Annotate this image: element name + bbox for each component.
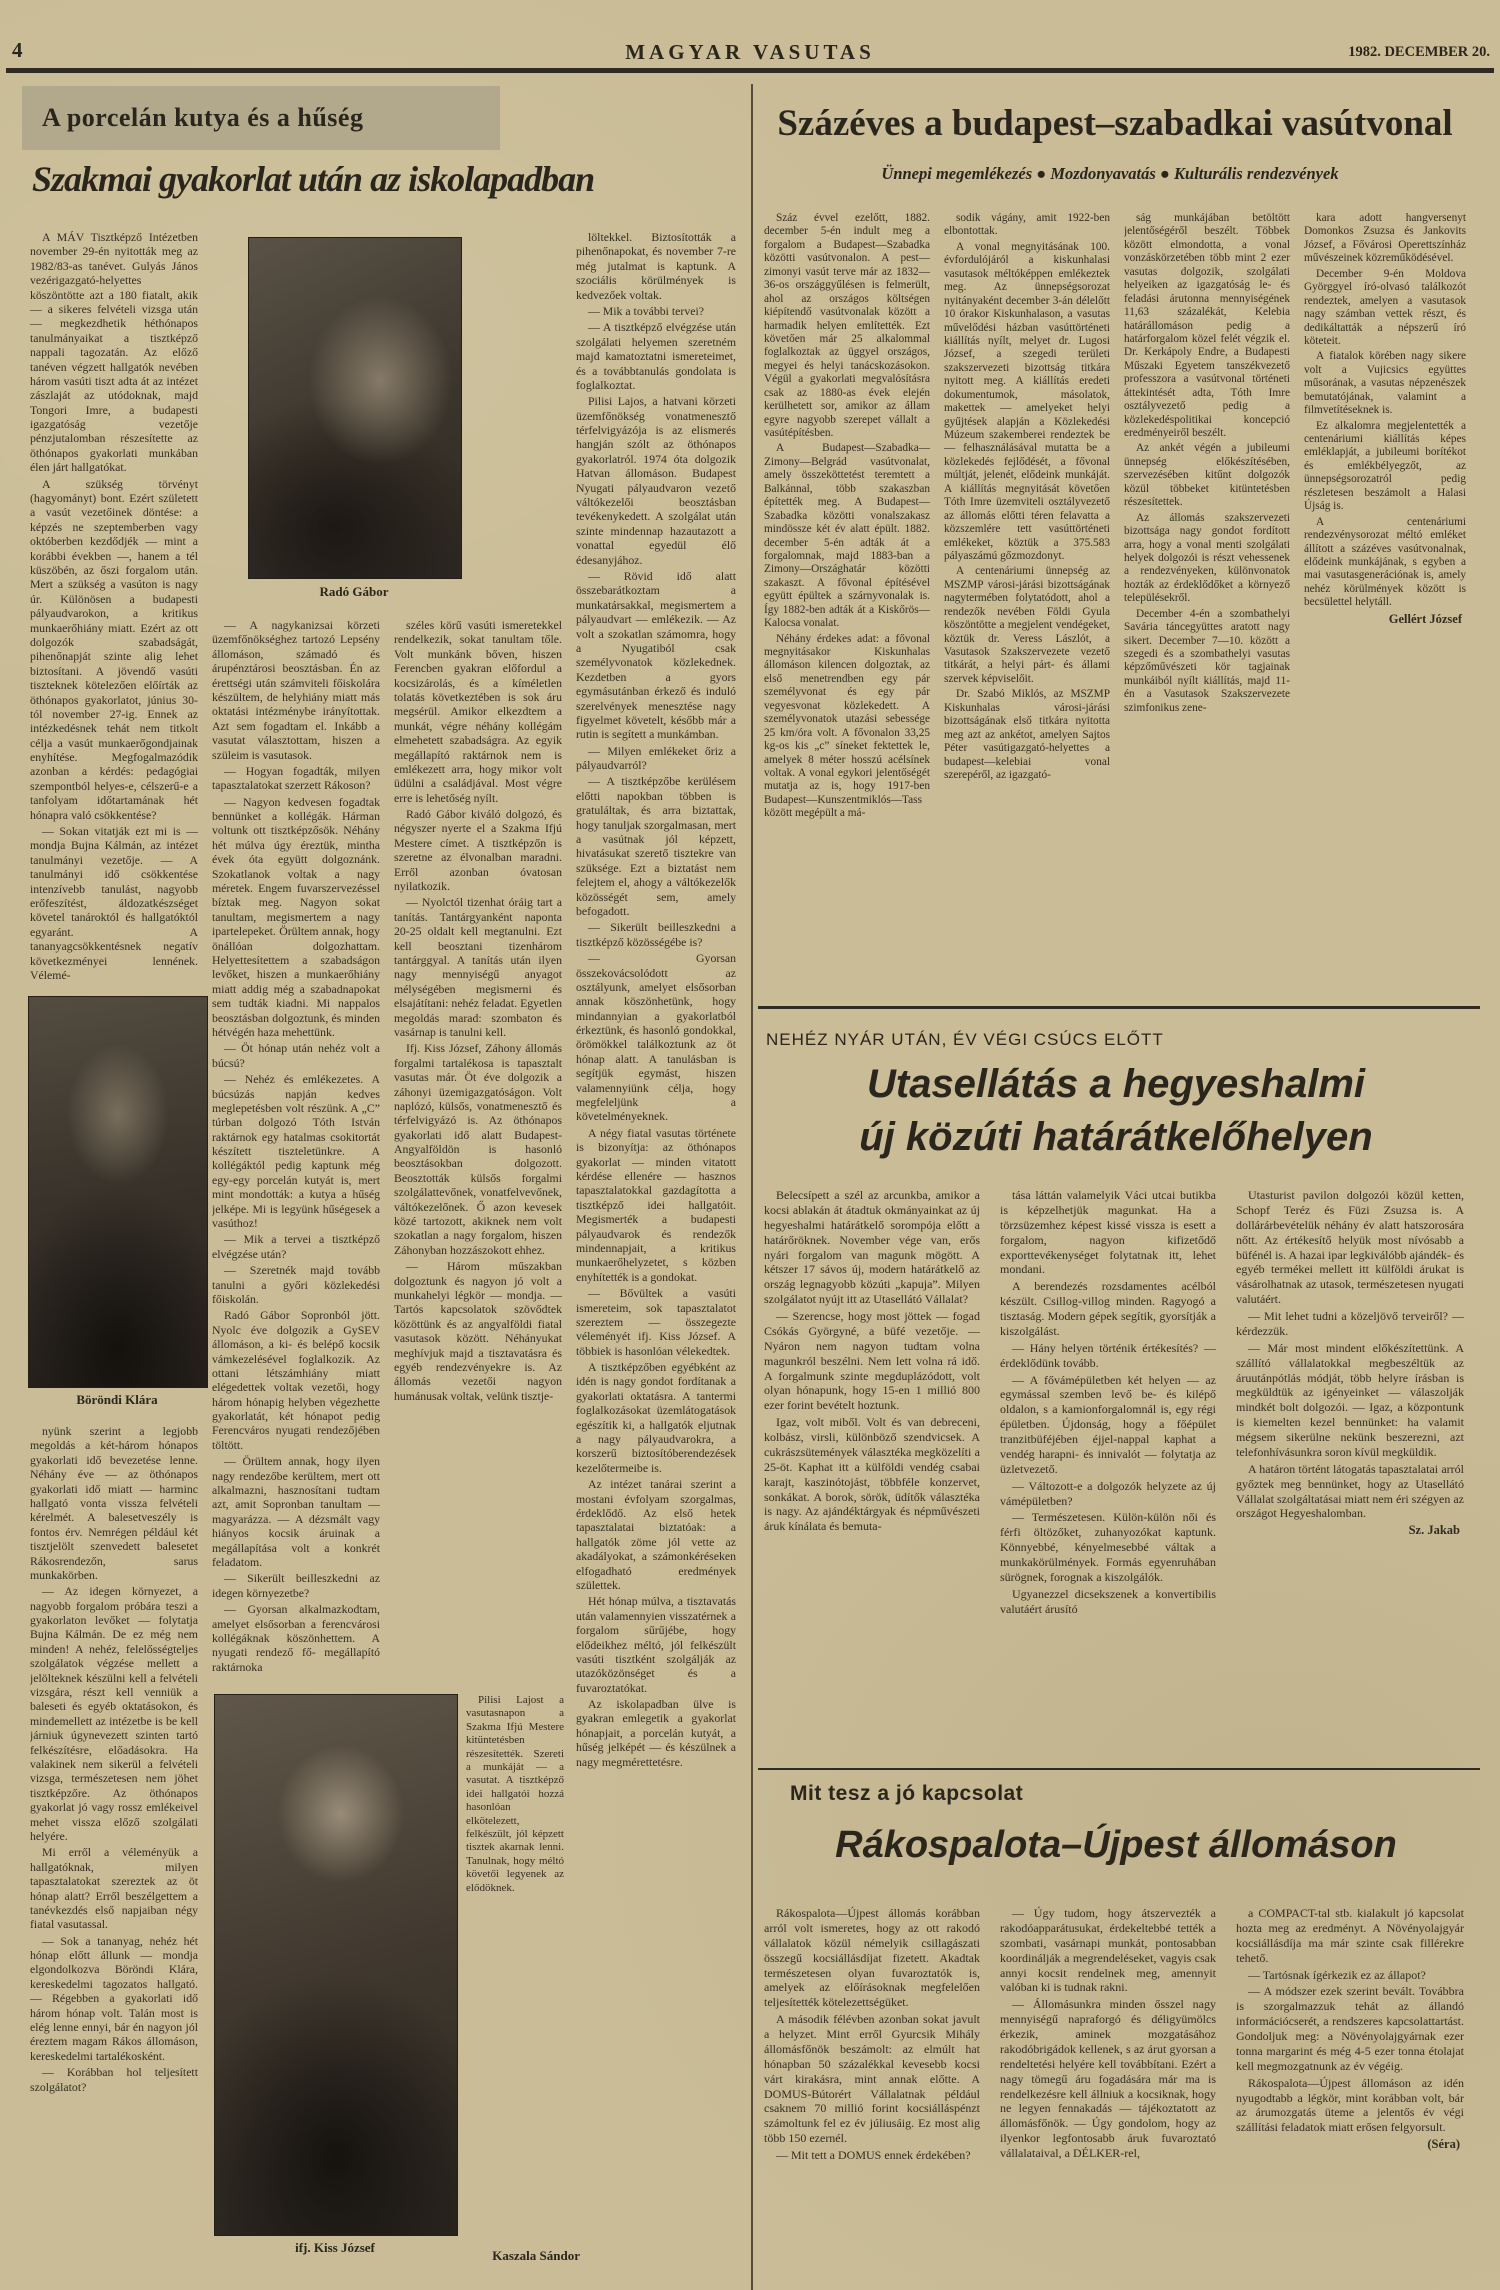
utasellatas-col1: Belecsípett a szél az arcunkba, amikor a kocsi ablakán át átadtuk okmányainkat az új hegyeshalmi határátkelő sorompója előtt a határőröknek. November vége van, erős nyári forgalom van magunk mögött. A kétszer 17 sávos új, modern határátkelő az ország legnagyobb közúti „kapuja”. Milyen szolgálatot nyújt itt az Utasellátó Vállalat? — Szerencse, hogy most jöttek — fogad Csókás Györgyné, a büfé vezetője. — Nyáron nem nagyon tudtam volna magunkról beszélni. Nem lett volna rá idő. A forgalmunk szinte megduplázódott, volt olyan hónapunk, hogy 15-en 1 millió 800 ezer forint bevételt hoztunk. Igaz, volt miből. Volt és van debreceni, kolbász, virsli, különböző szendvicsek. A cukrászsütemények választéka megközelíti a 25-öt. Kaphat itt a külföldi vendég csabai karajt, kaszinótojást, többféle konzervet, sonkákat. A borok, sörök, üdítők választéka is nagy. Az ajándéktárgyak és népművészeti áruk kínálata és bemuta- [764,1188,980,1534]
utasellatas-col3 [1236,1188,1464,1760]
centenary-col3: ság munkájában betöltött jelentőségéről beszélt. Többek között elmondotta, a vonal vonzáskörzetében több mint 2 ezer vasutas dolgozik, szolgálati helyeiken az igazgatóság le- és feladási árutonna mennyiségének 11,63 százalékát, Kelebia határállomáson pedig a határforgalom közel felét végzik el. Dr. Kerkápoly Endre, a Budapesti Műszaki Egyetem tanszékvezető professzora a vasútvonal történeti áttekintését adta, Tóth Imre osztályvezető pedig a közlekedéspolitikai koncepció eredményeiről beszélt. Az ankét végén a jubileumi ünnepség előkészítésében, szervezésében kitűnt dolgozók közül többeket kitüntetésben részesítettek. Az állomás szakszervezeti bizottsága nagy gondot fordított arra, hogy a vonal menti szolgálati helyek dolgozói is részt vehessenek a rendezvényeken, különvonatok hozták az érdeklődőket a környező településekről. December 4-én a szombathelyi Savária táncegyüttes aratott nagy sikert. December 7—10. között a szegedi és a szombathelyi vasutas képzőművészeti kör tagjainak munkáiból nyílt kiállítás, majd 11-én a Vasutasok Szakszervezete szimfonikus zene- [1124,212,1290,714]
centenary-col1: Száz évvel ezelőtt, 1882. december 5-én indult meg a forgalom a Budapest—Szabadka közötti vasútvonalon. A pest—zimonyi vasút terve már az 1832—36-os országgyűlésen is felmerült, ahol az országos költségen kiépítendő vasútvonalak között a harmadik helyen említették. Ezt követően már 25 alkalommal foglalkoztak az üggyel országos, megyei és helyi tanácskozásokon. Végül a gyakorlati megvalósításra csak az 1880-as évek elején kerülhetett sor, amikor az állam egyre nagyobb szerepet vállalt a vasútépítésben. A Budapest—Szabadka—Zimony—Belgrád vasútvonalat, amely összeköttetést teremtett a Balkánnal, több szakaszban építették meg. A Budapest—Szabadka közötti vonalszakasz mindössze két év alatt épült. 1882. december 5-én adták át a forgalomnak, majd 1883-ban a Zimony—Országhatár közötti szakaszt. A fővonal építésével együtt épültek a szárnyvonalak is. Így 1882-ben adták át a Kiskőrös—Kalocsa vonalat. Néhány érdekes adat: a fővonal megnyitásakor Kiskunhalas állomáson kilencen dolgoztak, az első menetrendben egy pár személyvonat és egy pár vegyesvonat közlekedett. A személyvonatok utazási sebessége 25 km/óra volt. A fővonalon 33,25 kg-os kis „c” síneket fektettek le, amelyek 8 méter hosszú acélsínek voltak. A vonal egykori jelentőségét mutatja az is, hogy 1917-ben Budapest—Kunszentmiklós—Tass között megépült a má- [764,212,930,820]
rakospalota-col3 [1236,1906,1464,2286]
centenary-col2: sodik vágány, amit 1922-ben elbontottak. A vonal megnyitásának 100. évfordulójáról a kiskunhalasi vasutasok méltóképpen emlékeztek meg. Az ünnepségsorozat nyitányaként december 3-án délelőtt 10 órakor Kiskunhalason, a vasutas művelődési házban vasúttörténeti kiállítás nyílt, melyet dr. Lugosi József, a szegedi területi szakszervezeti bizottság titkára nyitott meg. A kiállítás eredeti dokumentumok, másolatok, makettek — amelyeket helyi gyűjtések alapján a Közlekedési Múzeum szakemberei rendeztek be — felhasználásával mutatta be a közlekedés fejlődését, a fővonal múltját, jelenét, elődeink munkáját. A kiállítás megnyitását követően Tóth Imre üzemviteli osztályvezető az állomás előtti téren felavatta a közszemlére tett vasúttörténeti emlékeket, köztük a 375.583 pályaszámú gőzmozdonyt. A centenáriumi ünnepség az MSZMP városi-járási bizottságának nagytermében folytatódott, ahol a rendezők nevében Földi Gyula köszöntötte a megjelent vendégeket, köztük dr. Veress Lászlót, a Vasutasok Szakszervezete vezető titkárát, a helyi párt- és állami szervek képviselőit. Dr. Szabó Miklós, az MSZMP Kiskunhalas városi-járási bizottságának első titkára nyitotta meg azt az ankétot, amelyen Sajtos Péter vasútigazgató-helyettes a budapest—kelebiai vonal szerepéről, az igazgató- [944,212,1110,781]
utasellatas-headline-line1: Utasellátás a hegyeshalmi [866,1062,1366,1106]
issue-date: 1982. DECEMBER 20. [1348,44,1490,60]
school-col1-top: A MÁV Tisztképző Intézetben november 29-én nyitották meg az 1982/83-as tanévet. Gulyás János vezérigazgató-helyettes köszöntötte azt a 180 fiatalt, akik — a sikeres felvételi vizsga után — megkezdhetik héthónapos tanulmányaikat a tisztképző nappali tagozatán. Az előző tanéven végzett hallgatók nevében három vasúti tiszt adta át az intézet zászlaját az utódoknak, majd Tongori Imre, a budapesti igazgatóság vezetője pénzjutalomban részesítette az öthónapos gyakorlati munkában élen járt hallgatókat. A szükség törvényt (hagyományt) bont. Ezért született a vasút vezetőinek döntése: a képzés ne szeptemberben vagy októberben kezdődjék — mint a korábbi években —, hanem a tél küszöbén, az őszi forgalom után. Mert a szükség a vasúton is nagy úr. Különösen a budapesti pályaudvarokon, a kritikus munkaerőhiány miatt. Ezért az ott dolgozók szabadságát, pihenőnapját szinte alig lehet biztosítani. A jövendő vasúti tiszteknek kötelezően előírták az öthónapos gyakorlatot, június 30-tól november 27-ig. Ennek az intézkedésnek tehát nem titkolt célja a vasút munkaerőgondjainak enyhítése. Megfogalmazódik azonban a kérdés: pedagógiai szempontból helyes-e, célszerű-e a tanfolyam időtartamának hét hónapra való csökkentése? — Sokan vitatják ezt mi is — mondja Bujna Kálmán, az intézet tanulmányi vezetője. — A tanulmányi idő csökkentése intenzívebb tanulást, nagyobb erőfeszítést, áldozatkészséget követel tanároktól és hallgatóktól egyaránt. A tananyagcsökkentésnek negatív következményei lennének. Vélemé- [30,230,198,982]
photo-kiss-caption: ifj. Kiss József [295,2240,375,2255]
utasellatas-col2: tása láttán valamelyik Váci utcai butikba is képzelhetjük magunkat. Ha a törzsüzemhez képest kissé vissza is esett a forgalom, nagyon kifizetődő exporttevékenységet folytatnak itt, lehet mondani. A berendezés rozsdamentes acélból készült. Csillog-villog minden. Ragyogó a tisztaság. Modern gépek segítik, gyorsítják a kiszolgálást. — Hány helyen történik értékesítés? — érdeklődünk tovább. — A fővámépületben két helyen — az egymással szemben levő be- és kilépő oldalon, s a kamionforgalomnál is, egy régi épületben. Újdonság, hogy a főépület tranzitbüféjében éjjel-nappal kaphat a vendég harapni- és innivalót — folytatja az üzletvezető. — Változott-e a dolgozók helyzete az új vámépületben? — Természetesen. Külön-külön női és férfi öltözőket, zuhanyozókat kaptunk. Könnyebbé, kényelmesebbé váltak a munkakörülmények. Formás egyenruhában sürögnek, forognak a kiszolgálók. Ugyanezzel dicsekszenek a konvertibilis valutáért árusító [1000,1188,1216,1616]
rakospalota-col3-text: a COMPACT-tal stb. kialakult jó kapcsolat hozta meg az eredményt. A Növényolajgyár kocsiállásdíja ma már szinte csak fillérekre tehető. — Tartósnak ígérkezik ez az állapot? — A módszer ezek szerint bevált. Továbbra is szorgalmazzuk tehát az állandó információcserét, a rendszeres kapcsolattartást. Gondoljuk meg: a Növényolajgyárnak ezer tonna margarint és még 4-5 ezer tonna étolajat kell megmozgatnunk az év végéig. Rákospalota—Újpest állomáson az idén nyugodtabb a légkör, mint korábban volt, bár az árumozgatás üteme a jelentős év végi szállítási feladatok miatt erősen felgyorsult. [1236,1906,1464,2135]
centenary-col4 [1304,212,1466,988]
utasellatas-headline [764,1058,1468,1164]
rakospalota-col1: Rákospalota—Újpest állomás korábban arról volt ismeretes, hogy az ott rakodó vállalatok közül némelyik csillagászati összegű kocsiállásdíjat fizetett. Akadtak természetesen olyan fuvaroztatók is, amelyek az előírásoknak megfelelően teljesítették kötelezettségüket. A második félévben azonban sokat javult a helyzet. Mint erről Gyurcsik Mihály állomásfőnök beszámolt: az elmúlt hat hónapban 50 százalékkal kevesebb kocsi várt kirakásra, mint annak előtte. A DOMUS-Bútorért Vállalatnak például csaknem 70 millió forint kocsiálláspénzt számoltunk fel ez év júliusáig. Ez most alig több 150 ezernél. — Mit tett a DOMUS ennek érdekében? [764,1906,980,2162]
rakospalota-headline: Rákospalota–Újpest állomáson [835,1824,1397,1866]
photo-rado-gabor [248,237,462,579]
utasellatas-col3-text: Utasturist pavilon dolgozói közül ketten, Schopf Teréz és Füzi Zsuzsa is. A dollárárbevételük néhány év alatt hatszorosára nőtt. Az értékesítő helyük most nívósabb a büfénél is. A hazai ipar legkiválóbb ajándék- és egyéb termékei mellett itt külföldi árukat is vásárolhatnak az utasok, természetesen nyugati valutáért. — Mit lehet tudni a közeljövő terveiről? — kérdezzük. — Már most mindent előkészítettünk. A szállító vállalatokkal megbeszéltük az áruutánpótlás módját, több helyre írásban is megküldtük az igényeinket — válaszolják mindkét bolt dolgozói. — Igaz, a központunk is kiemelten kezel bennünket: ha valamit mégsem sikerülne nekünk beszerezni, azt telefonhívásunkra soron kívül megküldik. A határon történt látogatás tapasztalatai arról győztek meg bennünket, hogy az Utasellátó Vállalat szolgáltatásai miatt nem éri szégyen az országot Hegyeshalomban. [1236,1188,1464,1521]
school-headline: Szakmai gyakorlat után az iskolapadban [32,159,595,199]
photo-kiss-jozsef [214,1694,458,2236]
section-rule-1 [758,1006,1480,1009]
rakospalota-byline: (Séra) [1427,2137,1460,2152]
school-kicker: A porcelán kutya és a hűség [42,103,364,132]
centenary-headline: Százéves a budapest–szabadkai vasútvonal [777,103,1453,144]
school-col4: löltekkel. Biztosították a pihenőnapokat, és november 7-re még jutalmat is kaptunk. A szociális körülmények is kedvezőek voltak. — Mik a további tervei? — A tisztképző elvégzése után szolgálati helyemen szeretném majd kamatoztatni ismereteimet, és a továbbtanulás gondolata is foglalkoztat. Pilisi Lajos, a hatvani körzeti üzemfőnökség vonatmenesztő térfelvigyázója is az elismerés hangján szólt az öthónapos gyakorlatról. 1974 óta dolgozik Hatvan állomáson. Budapest Nyugati pályaudvaron vezető váltókezelői beosztásban tevékenykedett. A szolgálat után szinte mindennap hazautazott a vonattal egyedül élő édesanyjához. — Rövid idő alatt összebarátkoztam a munkatársakkal, megismertem a pályaudvart — emlékezik. — Az volt a szokatlan számomra, hogy a Nyugatiból csak személyvonatok közlekednek. Kezdetben a gyors egymásutánban érkező és induló szerelvények menesztése nagy figyelmet követelt, később már a rutin is segített a munkámban. — Milyen emlékeket őriz a pályaudvarról? — A tisztképzőbe kerülésem előtti napokban többen is gratuláltak, és arra biztattak, hogy tanuljak szorgalmasan, mert a vasútnak jól képzett, hivatásukat szerető tisztekre van szüksége. Ezt a biztatást nem felejtem el, ahogy a váltókezelők közösségét sem, amely befogadott. — Sikerült beilleszkedni a tisztképző közösségébe is? — Gyorsan összekovácsolódott az osztályunk, amelyet elsősorban annak köszönhetünk, hogy mindannyian a gyakorlatból érkeztünk, és hasonló gondokkal, örömökkel találkoztunk az öt hónap alatt. A tanulásban is segítjük egymást, hiszen valamennyiünk célja, hogy megfeleljünk a követelményeknek. A négy fiatal vasutas története is bizonyítja: az öthónapos gyakorlat — minden vitatott kérdése ellenére — hasznos tapasztalatokkal gazdagította a tisztképző idei hallgatóit. Megismerték a budapesti pályaudvarok és rendezők mindennapjait, a kritikus munkaerőhelyzetet, s közben enyhítették is a gondokat. — Bővültek a vasúti ismereteim, sok tapasztalatot szereztem — összegezte véleményét ifj. Kiss József. A többiek is hasonlóan vélekedtek. A tisztképzőben egyébként az idén is nagy gondot fordítanak a gyakorlati oktatásra. A tantermi foglalkozásokat üzemlátogatások egészítik ki, a hallgatók eljutnak a nagy pályaudvarokra, a korszerű biztosítóberendezések kezelőtermeibe is. Az intézet tanárai szerint a mostani évfolyam szorgalmas, érdeklődő. Az első hetek tapasztalatai biztatóak: a hallgatók zöme jól vette az akadályokat, a számonkéréseken elfogadható eredmények születtek. Hét hónap múlva, a tisztavatás után valamennyien visszatérnek a forgalom sűrűjébe, hogy elődeikhez méltó, jól felkészült vasúti tisztként szolgálják az utazóközönséget és a fuvaroztatókat. Az iskolapadban ülve is gyakran emlegetik a gyakorlat hónapjait, a porcelán kutyát, a hűség jelképét — és készülnek a nagy megmérettetésre. [576,230,736,1769]
school-col3-side: Pilisi Lajost a vasutasnapon a Szakma Ifjú Mestere kitüntetésben részesítették. Szereti a munkáját — a vasutat. A tisztképző idei hallgatói hozzá hasonlóan elkötelezett, felkészült, jól képzett tisztek akarnak lenni. Tanulnak, hogy méltó követői legyenek az elődöknek. [466,1694,564,1894]
utasellatas-headline-line2: új közúti határátkelőhelyen [859,1114,1373,1159]
rakospalota-col2: — Úgy tudom, hogy átszervezték a rakodóapparátusukat, érdekeltebbé tették a szombati, vasárnapi munkát, pontosabban koordinálják a megrendeléseket, vagyis csak annyi kocsit rendelnek meg, amennyit valóban ki is tudnak rakni. — Állomásunkra minden ősszel nagy mennyiségű napraforgó és déligyümölcs érkezik, aminek mozgatásához rakodóbrigádok kellenek, s az árut gyorsan a rendeltetési helyére kell továbbítani. Ezért a nagy tömegű áru fogadására már ma is rendelkezésre kell állniuk a kocsiknak, hogy ne legyen fennakadás — tájékoztatott az állomásfőnök. — Úgy gondolom, hogy az ilyenkor legfontosabb áruk fuvaroztató vállalataival, a DÉLKER-rel, [1000,1906,1216,2160]
section-rule-2 [758,1768,1480,1770]
centenary-byline: Gellért József [1388,611,1462,626]
page-number: 4 [12,38,23,62]
school-byline: Kaszala Sándor [492,2248,580,2263]
photo-borondi-caption: Böröndi Klára [76,1392,158,1407]
centenary-subhead: Ünnepi megemlékezés ● Mozdonyavatás ● Kulturális rendezvények [881,164,1339,183]
photo-rado-caption: Radó Gábor [319,584,389,599]
school-col2: — A nagykanizsai körzeti üzemfőnökséghez tartozó Lepsény állomáson, számadó és árupénztárosi beosztásban. Én az érettségi után számviteli főiskolára készültem, de helyhiány miatt más oktatási intézménybe irányítottak. Azt sem fogadtam el. Inkább a vasutat választottam, hiszen a szüleim is vasutasok. — Hogyan fogadták, milyen tapasztalatokat szerzett Rákoson? — Nagyon kedvesen fogadtak bennünket a kollégák. Hárman voltunk ott tisztképzősök. Néhány hét múlva úgy éreztük, mintha évek óta együtt dolgoznánk. Szokatlanok voltak a nagy méretek. Engem fuvarszervezéssel bíztak meg. Nagyon sokat tanultam, megismertem a nagy ipartelepeket. Örültem annak, hogy önállóan dolgozhattam. Helyettesítettem a szabadságon levőket, hiszen a munkaerőhiány miatt addig még a szabadnapokat sem tudták kiadni. Mi nappalos beosztásban dolgoztunk, és minden hétvégén haza mehettünk. — Öt hónap után nehéz volt a búcsú? — Nehéz és emlékezetes. A búcsúzás napján kedves meglepetésben volt részünk. A „C” túrban dolgozó Tóth István raktárnok egy hatalmas csokitortát készített tiszteletünkre. A kollégáktól pedig kaptunk még egy-egy porcelán kutyát is, mert mint mondották: a kutya a hűség jelképe. Mi is legyünk hűségesek a vasúthoz! — Mik a tervei a tisztképző elvégzése után? — Szeretnék majd tovább tanulni a győri közlekedési főiskolán. Radó Gábor Sopronból jött. Nyolc éve dolgozik a GySEV állomáson, a ki- és belépő kocsik vámkezelésével foglalkozik. Az ottani létszámhiány miatt elégedettek voltak vezetői, hogy három hónapig helyben végezhette gyakorlatát, két hónapot pedig Ferencváros nyugati rendezőjében töltött. — Örültem annak, hogy ilyen nagy rendezőbe kerültem, mert ott alkalmazni, hasznosítani tudtam azt, amit Sopronban tanultam — magyarázza. — A dézsmált vagy hiányos kocsik áruinak a megállapítása volt a konkrét feladatom. — Sikerült beilleszkedni az idegen környezetbe? — Gyorsan alkalmazkodtam, amelyet elsősorban a ferencvárosi kollégáknak köszönhettem. A nyugati rendező fő- megállapító raktárnoka [212,618,380,1674]
utasellatas-kicker: NEHÉZ NYÁR UTÁN, ÉV VÉGI CSÚCS ELŐTT [766,1030,1164,1049]
header-rule [6,68,1494,73]
school-col3: széles körű vasúti ismeretekkel rendelkezik, sokat tanultam tőle. Volt munkánk bőven, hiszen Ferencben gyakran előfordul a kocsizárolás, és a kíméletlen tolatás következtében is sok áru megsérül. Amikor elkezdtem a munkát, végre néhány kollégám elmehetett szabadságra. Az egyik megállapító raktárnok nem is emlékezett arra, hogy mikor volt üdülni a családjával. Most végre erre is lehetőség nyílt. Radó Gábor kiváló dolgozó, és négyszer nyerte el a Szakma Ifjú Mestere címet. A tisztképzőn is szeretne az élvonalban maradni. Erről azonban óvatosan nyilatkozik. — Nyolctól tizenhat óráig tart a tanítás. Tantárgyanként naponta 20-25 oldalt kell megtanulni. Ezt kell beosztani tizenhárom tantárggyal. A tanítás után ilyen nagy mennyiségű anyagot mélységében megismerni és elsajátítani: nehéz feladat. Egyetlen megoldás marad: szombaton és vasárnap is tanulni kell. Ifj. Kiss József, Záhony állomás forgalmi tartalékosa is tapasztalt vasutas már. Öt éve dolgozik a záhonyi üzemigazgatóságon. Volt naplózó, külsős, vonatmenesztő és térfelvigyázó is. Az öthónapos gyakorlati idő alatt Budapest-Angyalföldön is hasonló beosztásokban dolgozott. Beosztották külsős forgalmi szolgálattevőnek, vonatfelvevőnek, váltókezelőnek. Ő azon kevesek közé tartozott, akiknek nem volt szokatlan a nagy forgalom, hiszen Záhonyban hozzászokott ehhez. — Három műszakban dolgoztunk és nagyon jó volt a munkahelyi légkör — mondja. — Tartós kapcsolatok szövődtek közöttünk és az angyalföldi fiatal vasutasok között. Néhányukat meghívjuk majd a tisztavatásra és egyéb rendezvényekre is. Az állomás vezetői nagyon humánusak voltak, velünk tisztje- [394,618,562,1403]
masthead: MAGYAR VASUTAS [625,40,875,64]
school-kicker-box [22,86,500,150]
rakospalota-kicker: Mit tesz a jó kapcsolat [790,1782,1024,1805]
photo-borondi-klara [28,996,208,1388]
utasellatas-byline: Sz. Jakab [1408,1523,1460,1538]
centenary-col4-text: kara adott hangversenyt Domonkos Zsuzsa és Jankovits József, a Fővárosi Operettszínház művészeinek közreműködésével. December 9-én Moldova Györggyel író-olvasó találkozót rendeztek, amelyen a vasutasok nagy számban vettek részt, és dedikáltatták a népszerű író köteteit. A fiatalok körében nagy sikere volt a Vujicsics együttes műsorának, a vasutas népzenészek bemutatójának, valamint a filmvetítéseknek is. Ez alkalomra megjelentették a centenáriumi kiállítás képes emléklapját, a jubileumi borítékot és emlékbélyegzőt, az ünnepségsorozatról pedig részletesen beszámolt a Halasi Újság is. A centenáriumi rendezvénysorozat méltó emléket állított a százéves vasútvonalnak, elődeink munkájának, s egyben a mai vasutasgenerációnak is, amely nehéz körülmények között is becsülettel helytáll. [1304,212,1466,609]
half-divider-rule [751,84,753,2290]
school-col1-bottom: nyünk szerint a legjobb megoldás a két-három hónapos gyakorlati idő bevezetése lenne. Néhány éve — az öthónapos gyakorlati idő miatt — harminc hallgató vonta vissza felvételi kérelmét. A balesetveszély is fontos érv. Nemrégen például két tisztjelölt szenvedett balesetet Rákosrendezőn, sarus munkakörben. — Az idegen környezet, a nagyobb forgalom próbára teszi a gyakorlaton levőket — folytatja Bujna Kálmán. De ez még nem minden! A nehéz, felelősségteljes szolgálatok végzése mellett a jelölteknek készülni kell a felvételi vizsgára, részt kell venniük a baleseti és egyéb oktatásokon, és mindemellett az intézetbe is be kell járniuk úgynevezett szinten tartó felkészítésre, előadásokra. Ha valakinek nem sikerül a felvételi vizsga, természetesen nem jöhet tisztképzőre. Az öthónapos gyakorlat jó vagy rossz emlékeivel mehet vissza előző szolgálati helyére. Mi erről a véleményük a hallgatóknak, milyen tapasztalatokat szereztek az öt hónap alatt? Erről beszélgettem a tanévkezdés első napjaiban négy fiatal vasutassal. — Sok a tananyag, nehéz hét hónap előtt állunk — mondja elgondolkozva Böröndi Klára, kereskedelmi tagozatos hallgató. — Régebben a gyakorlati idő három hónap volt. Talán most is elég lenne ennyi, bár én nagyon jól éreztem magam Rákos állomáson, kereskedelmi tartalékosként. — Korábban hol teljesített szolgálatot? [30,1424,198,2094]
